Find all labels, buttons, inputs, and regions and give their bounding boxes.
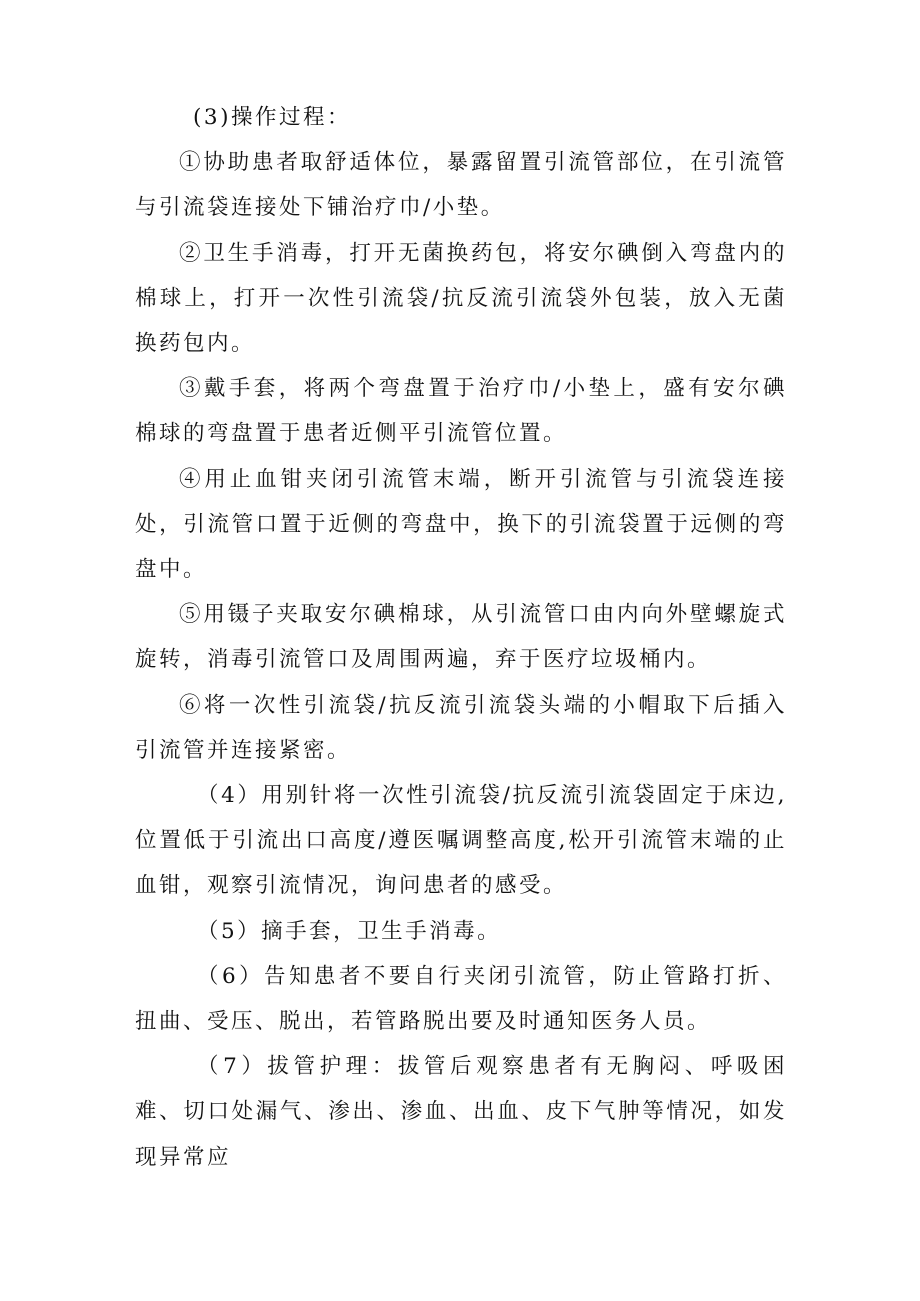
item-6-paragraph: （6）告知患者不要自行夹闭引流管，防止管路打折、扭曲、受压、脱出，若管路脱出要及时通知医务人员。 <box>135 963 787 1035</box>
item-7-paragraph: （7）拔管护理：拔管后观察患者有无胸闷、呼吸困难、切口处漏气、渗出、渗血、出血、皮下气肿等情况，如发现异常应 <box>135 1054 787 1170</box>
item-5-paragraph: （5）摘手套，卫生手消毒。 <box>197 918 502 944</box>
section-heading: (3)操作过程： <box>193 105 351 130</box>
item-4-paragraph: （4）用别针将一次性引流袋/抗反流引流袋固定于床边,位置低于引流出口高度/遵医嘱调整高度,松开引流管末端的止血钳，观察引流情况，询问患者的感受。 <box>135 783 787 899</box>
document-body <box>135 95 787 1180</box>
step-1-paragraph: ①协助患者取舒适体位，暴露留置引流管部位，在引流管与引流袋连接处下铺治疗巾/小垫。 <box>135 150 787 221</box>
step-5-paragraph: ⑤用镊子夹取安尔碘棉球，从引流管口由内向外壁螺旋式旋转，消毒引流管口及周围两遍，弃于医疗垃圾桶内。 <box>135 602 787 673</box>
step-6-paragraph: ⑥将一次性引流袋/抗反流引流袋头端的小帽取下后插入引流管并连接紧密。 <box>135 692 787 763</box>
step-2-paragraph: ②卫生手消毒，打开无菌换药包，将安尔碘倒入弯盘内的棉球上，打开一次性引流袋/抗反流引流袋外包装，放入无菌换药包内。 <box>135 240 787 357</box>
step-4-paragraph: ④用止血钳夹闭引流管末端，断开引流管与引流袋连接处，引流管口置于近侧的弯盘中，换下的引流袋置于远侧的弯盘中。 <box>135 466 787 583</box>
step-3-paragraph: ③戴手套，将两个弯盘置于治疗巾/小垫上，盛有安尔碘棉球的弯盘置于患者近侧平引流管位置。 <box>135 376 787 447</box>
